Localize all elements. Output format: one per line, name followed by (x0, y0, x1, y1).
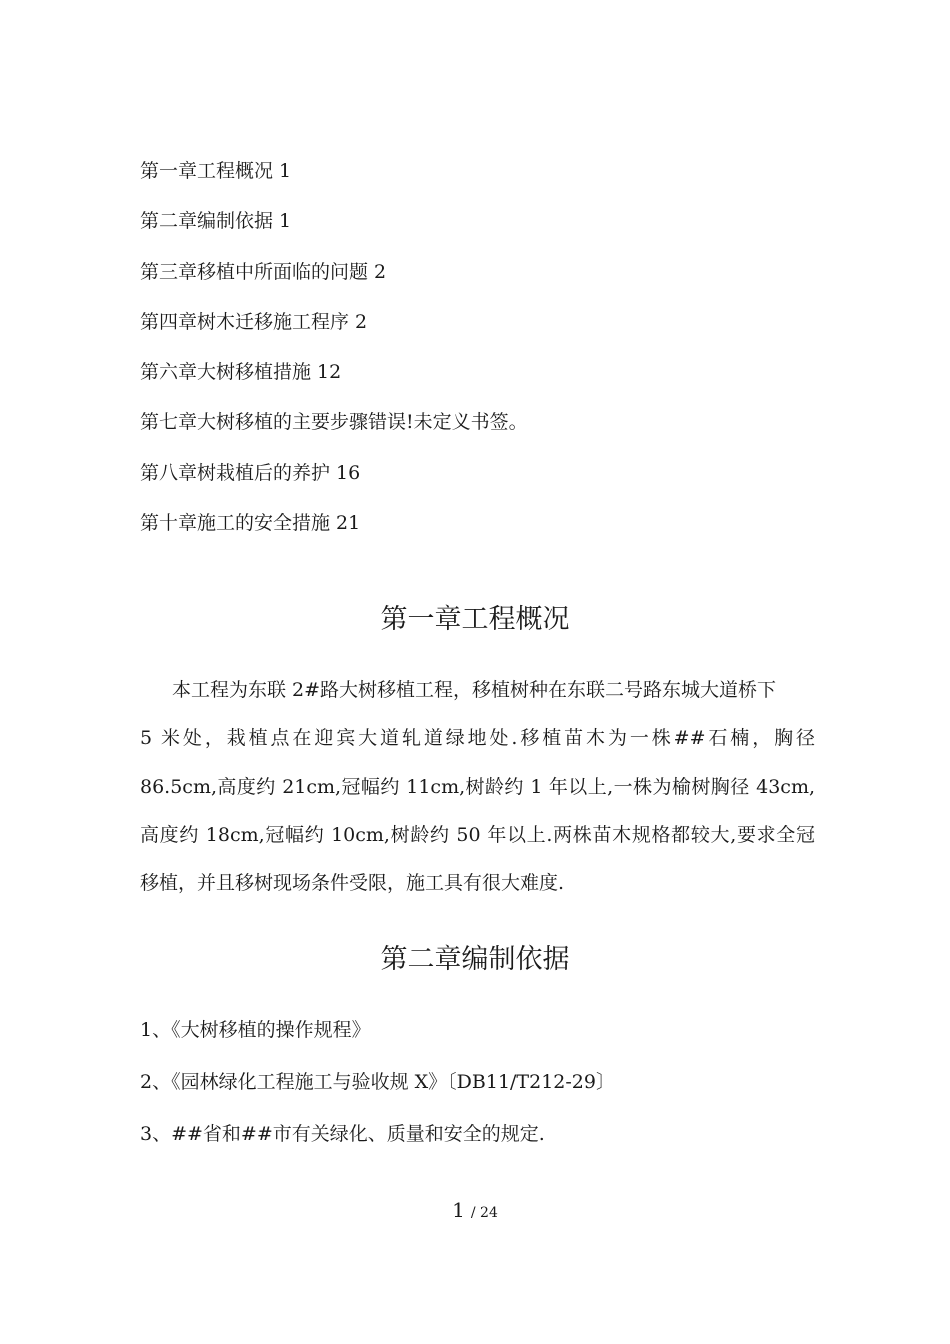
table-of-contents (140, 152, 840, 554)
page-total: / 24 (470, 1205, 498, 1221)
reference-item: 1、《大树移植的操作规程》 (140, 1019, 371, 1041)
paragraph-line: 高度约 18cm,冠幅约 10cm,树龄约 50 年以上.两株苗木规格都较大,要求全冠 (140, 823, 815, 846)
toc-item-chapter-6[interactable]: 第六章大树移植措施 12 (140, 361, 342, 384)
chapter-1-heading: 第一章工程概况 (380, 604, 570, 635)
page-number (0, 1198, 950, 1222)
chapter-2-reference-list (140, 1012, 840, 1168)
reference-item: 3、##省和##市有关绿化、质量和安全的规定. (140, 1123, 545, 1145)
paragraph-line: 5 米处，栽植点在迎宾大道轧道绿地处.移植苗木为一株##石楠，胸径 (140, 727, 815, 750)
paragraph-line: 移植，并且移树现场条件受限，施工具有很大难度. (140, 872, 565, 895)
toc-item-chapter-8[interactable]: 第八章树栽植后的养护 16 (140, 461, 361, 484)
paragraph-line: 86.5cm,高度约 21cm,冠幅约 11cm,树龄约 1 年以上,一株为榆树胸径 43cm, (140, 775, 815, 798)
page-current: 1 (452, 1198, 465, 1222)
toc-item-chapter-10[interactable]: 第十章施工的安全措施 21 (140, 512, 361, 535)
toc-item-chapter-7[interactable]: 第七章大树移植的主要步骤错误!未定义书签。 (140, 411, 528, 434)
toc-item-chapter-3[interactable]: 第三章移植中所面临的问题 2 (140, 260, 387, 283)
toc-item-chapter-2[interactable]: 第二章编制依据 1 (140, 210, 292, 233)
toc-item-chapter-4[interactable]: 第四章树木迁移施工程序 2 (140, 310, 368, 333)
reference-item: 2、《园林绿化工程施工与验收规 X》〔DB11/T212-29〕 (140, 1071, 615, 1093)
chapter-1-paragraph (140, 670, 815, 911)
paragraph-line: 本工程为东联 2#路大树移植工程，移植树种在东联二号路东城大道桥下 (172, 679, 777, 701)
chapter-2-heading: 第二章编制依据 (380, 944, 570, 975)
toc-item-chapter-1[interactable]: 第一章工程概况 1 (140, 160, 292, 182)
